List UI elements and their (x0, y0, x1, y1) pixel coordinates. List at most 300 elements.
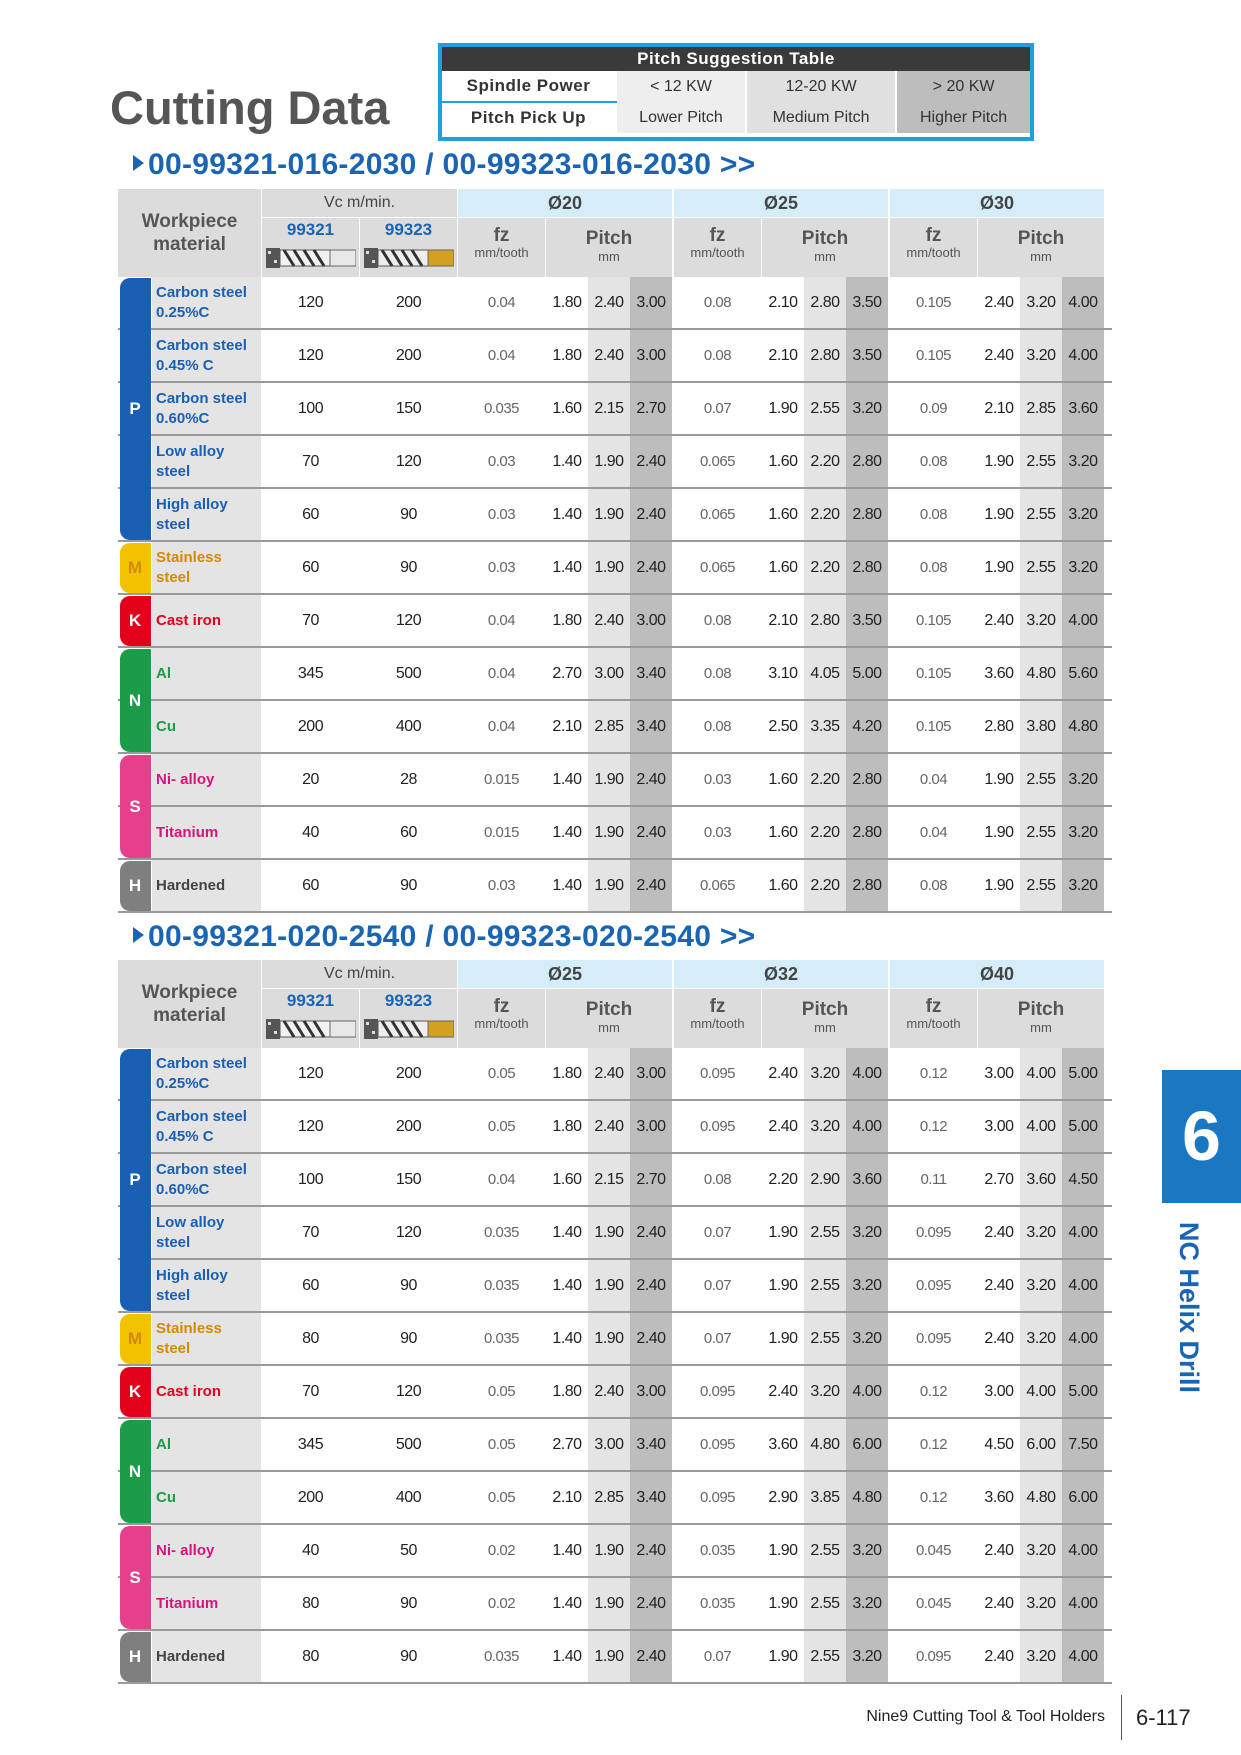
pitch-higher-value: 2.40 (630, 807, 672, 858)
group-bar (148, 596, 151, 646)
pitch-medium-value: 3.20 (1020, 277, 1062, 328)
spindle-power-label: Spindle Power (442, 71, 616, 102)
pitch-medium-value: 2.85 (588, 701, 630, 752)
material-name (152, 1048, 261, 1099)
table-row (118, 807, 1112, 860)
material-line: Low alloy (156, 442, 225, 460)
pitch-medium-value: 3.20 (1020, 1578, 1062, 1629)
pitch-lower-value: 2.70 (978, 1154, 1020, 1205)
fz-header (890, 989, 977, 1048)
pitch-higher-value: 3.20 (846, 1260, 888, 1311)
pitch-higher-value: 2.40 (630, 1313, 672, 1364)
vc-value-99323: 120 (395, 1224, 422, 1241)
pitch-medium-value: 3.80 (1020, 701, 1062, 752)
pitch-medium-value: 2.40 (588, 330, 630, 381)
pitch-lower-value: 1.60 (762, 807, 804, 858)
pitch-higher-value: 2.80 (846, 436, 888, 487)
pitch-medium-value: 3.60 (1020, 1154, 1062, 1205)
pitch-higher-value: 3.20 (1062, 860, 1104, 911)
material-text (156, 876, 225, 896)
tool-code: 99323 (384, 991, 433, 1010)
fz-value: 0.035 (483, 1277, 520, 1294)
pitch-higher-value: 2.80 (846, 542, 888, 593)
pitch-medium-value: 6.00 (1020, 1419, 1062, 1470)
pitch-label: Pitch (801, 228, 849, 249)
pitch-medium-value: 2.55 (804, 1313, 846, 1364)
pitch-higher-value: 2.40 (630, 542, 672, 593)
material-group-badge: S (120, 1526, 150, 1629)
pitch-lower-value: 1.90 (978, 860, 1020, 911)
pitch-lower-value: 1.40 (546, 542, 588, 593)
material-line: steel (156, 1233, 191, 1251)
material-line: Cu (156, 717, 176, 735)
table-row (118, 1260, 1112, 1313)
page-title: Cutting Data (110, 81, 390, 134)
pitch-lower-value: 1.40 (546, 489, 588, 540)
material-text (156, 1160, 247, 1200)
material-name (152, 648, 261, 699)
pitch-lower-value: 2.40 (978, 1313, 1020, 1364)
material-line: Titanium (156, 823, 219, 841)
pitch-medium-value: 1.90 (588, 1260, 630, 1311)
pitch-higher-value: 3.20 (1062, 807, 1104, 858)
pitch-higher-value: 3.20 (846, 1207, 888, 1258)
pitch-medium-value: 3.20 (1020, 330, 1062, 381)
pitch-lower-value: 1.40 (546, 436, 588, 487)
vc-value-99321: 40 (302, 824, 319, 841)
material-line: 0.60%C (156, 1180, 210, 1198)
material-group-badge: M (120, 1314, 150, 1364)
workpiece-material-header (118, 960, 261, 1048)
fz-value: 0.02 (487, 1542, 516, 1559)
pitch-lower-value: 1.90 (762, 1260, 804, 1311)
fz-value: 0.105 (915, 665, 952, 682)
material-name (152, 436, 261, 487)
vc-value-99321: 100 (297, 400, 324, 417)
fz-value: 0.035 (699, 1542, 736, 1559)
fz-value: 0.07 (703, 1224, 732, 1241)
pitch-medium-value: 2.40 (588, 277, 630, 328)
pitch-higher-value: 2.80 (846, 860, 888, 911)
pitch-medium-value: 2.55 (1020, 807, 1062, 858)
pitch-higher-value: 2.40 (630, 1260, 672, 1311)
table-row (118, 542, 1112, 595)
pitch-medium-value: 4.00 (1020, 1101, 1062, 1152)
material-line: Carbon steel (156, 1107, 247, 1125)
table-row (118, 1578, 1112, 1631)
pitch-lower-value: 2.50 (762, 701, 804, 752)
fz-label: fz (493, 225, 510, 246)
vc-value-99321: 70 (302, 612, 319, 629)
pitch-lower-value: 1.40 (546, 754, 588, 805)
pitch-lower-value: 1.80 (546, 277, 588, 328)
fz-value: 0.105 (915, 612, 952, 629)
table-header (118, 189, 1112, 277)
pitch-lower-value: 3.60 (978, 648, 1020, 699)
vc-value-99321: 100 (297, 1171, 324, 1188)
material-name (152, 1419, 261, 1470)
pitch-higher-value: 3.20 (846, 1631, 888, 1682)
pitch-medium-value: 4.05 (804, 648, 846, 699)
pitch-lower-value: 1.90 (762, 1631, 804, 1682)
fz-value: 0.095 (915, 1330, 952, 1347)
vc-value-99321: 120 (297, 1118, 324, 1135)
pitch-higher-value: 5.00 (1062, 1101, 1104, 1152)
fz-header (890, 218, 977, 277)
material-text (156, 1054, 247, 1094)
material-line: High alloy (156, 495, 228, 513)
table-row (118, 1472, 1112, 1525)
tool-code: 99323 (384, 220, 433, 239)
pitch-higher-value: 5.00 (846, 648, 888, 699)
fz-value: 0.03 (703, 824, 732, 841)
pitch-higher-value: 4.00 (1062, 1578, 1104, 1629)
table-row (118, 701, 1112, 754)
material-name (152, 860, 261, 911)
fz-value: 0.035 (483, 1224, 520, 1241)
fz-value: 0.095 (699, 1436, 736, 1453)
group-bar (148, 278, 151, 540)
pitch-medium-value: 1.90 (588, 1631, 630, 1682)
pitch-higher-value: 3.40 (630, 1419, 672, 1470)
pitch-lower-value: 1.60 (762, 489, 804, 540)
fz-value: 0.065 (699, 559, 736, 576)
material-text (156, 548, 222, 588)
group-bar (148, 1526, 151, 1629)
vc-value-99321: 200 (297, 718, 324, 735)
pitch-lower-value: 1.60 (762, 542, 804, 593)
vc-value-99321: 345 (297, 665, 324, 682)
material-line: Carbon steel (156, 283, 247, 301)
fz-value: 0.095 (915, 1648, 952, 1665)
pitch-medium-value: 1.90 (588, 542, 630, 593)
vc-value-99321: 70 (302, 1224, 319, 1241)
vc-value-99323: 200 (395, 1065, 422, 1082)
fz-value: 0.08 (703, 612, 732, 629)
material-group-badge: P (120, 278, 150, 540)
vc-header: Vc m/min. (262, 189, 457, 217)
fz-unit: mm/tooth (690, 1016, 745, 1031)
pitch-medium-value: 2.80 (804, 330, 846, 381)
arrow-right-icon (133, 927, 144, 943)
vc-value-99323: 90 (400, 506, 417, 523)
pitch-medium-value: 2.55 (1020, 436, 1062, 487)
vc-value-99321: 120 (297, 1065, 324, 1082)
material-text (156, 1435, 171, 1455)
vc-value-99323: 90 (400, 877, 417, 894)
vc-value-99323: 500 (395, 665, 422, 682)
material-line: 0.60%C (156, 409, 210, 427)
table-row (118, 383, 1112, 436)
vc-value-99323: 90 (400, 1330, 417, 1347)
material-name (152, 595, 261, 646)
pitch-unit: mm (1030, 249, 1052, 264)
pitch-higher-value: 2.80 (846, 489, 888, 540)
pitch-higher-value: 2.80 (846, 807, 888, 858)
pitch-lower-value: 2.40 (978, 1207, 1020, 1258)
pitch-medium-value: 2.55 (1020, 489, 1062, 540)
vc-value-99323: 90 (400, 559, 417, 576)
table-row (118, 330, 1112, 383)
pitch-medium-value: 2.40 (588, 1366, 630, 1417)
vc-value-99323: 200 (395, 294, 422, 311)
vc-value-99321: 345 (297, 1436, 324, 1453)
material-name (152, 1631, 261, 1682)
fz-header (674, 989, 761, 1048)
table-row (118, 1154, 1112, 1207)
vc-value-99323: 50 (400, 1542, 417, 1559)
vc-value-99323: 150 (395, 400, 422, 417)
pitch-table-title: Pitch Suggestion Table (442, 47, 1030, 71)
fz-value: 0.12 (919, 1489, 948, 1506)
pitch-lower-value: 1.80 (546, 595, 588, 646)
pitch-higher-value: 3.60 (846, 1154, 888, 1205)
pitch-lower-value: 1.80 (546, 1366, 588, 1417)
material-group-badge: K (120, 596, 150, 646)
pitch-medium-value: 3.20 (804, 1101, 846, 1152)
group-bar (148, 1049, 151, 1311)
vc-value-99323: 90 (400, 1595, 417, 1612)
group-bar (148, 755, 151, 858)
material-text (156, 1319, 222, 1359)
pitch-higher-value: 4.80 (1062, 701, 1104, 752)
pitch-medium-value: 3.20 (1020, 1525, 1062, 1576)
tool-tool-a (262, 218, 359, 277)
fz-label: fz (493, 996, 510, 1017)
pitch-higher-value: 4.00 (846, 1366, 888, 1417)
pitch-medium-value: 2.15 (588, 1154, 630, 1205)
material-line: High alloy (156, 1266, 228, 1284)
power-high: > 20 KW (896, 71, 1030, 102)
pitch-lower-value: 1.60 (546, 383, 588, 434)
fz-value: 0.095 (699, 1118, 736, 1135)
pitch-higher-value: 2.40 (630, 1207, 672, 1258)
drill-image (266, 1015, 356, 1043)
pitch-lower-value: 3.60 (762, 1419, 804, 1470)
table-row (118, 277, 1112, 330)
pitch-lower-value: 1.40 (546, 860, 588, 911)
material-line: Al (156, 1435, 171, 1453)
pitch-suggestion-table (438, 43, 1034, 141)
vc-value-99321: 80 (302, 1595, 319, 1612)
fz-value: 0.04 (919, 824, 948, 841)
fz-value: 0.04 (487, 665, 516, 682)
material-text (156, 1213, 224, 1253)
pitch-higher-value: 3.50 (846, 277, 888, 328)
pitch-header (762, 989, 888, 1048)
pitch-higher-value: 3.00 (630, 1048, 672, 1099)
vc-value-99321: 60 (302, 877, 319, 894)
workpiece-label: Workpiece (141, 211, 238, 232)
tool-tool-a (262, 989, 359, 1048)
group-bar (148, 1314, 151, 1364)
fz-value: 0.065 (699, 453, 736, 470)
fz-value: 0.065 (699, 877, 736, 894)
fz-value: 0.08 (919, 559, 948, 576)
tool-code: 99321 (286, 220, 335, 239)
pitch-higher-value: 2.70 (630, 383, 672, 434)
material-line: Low alloy (156, 1213, 225, 1231)
pitch-lower-value: 4.50 (978, 1419, 1020, 1470)
table-row (118, 1631, 1112, 1684)
pitch-label: Pitch (1017, 999, 1065, 1020)
material-group-badge: H (120, 1632, 150, 1682)
pitch-lower-value: 1.90 (978, 542, 1020, 593)
pitch-medium-value: 2.55 (804, 383, 846, 434)
pitch-lower-value: 2.40 (978, 1578, 1020, 1629)
pitch-medium-value: 1.90 (588, 807, 630, 858)
pitch-lower-value: 1.40 (546, 1313, 588, 1364)
material-group-badge: N (120, 1420, 150, 1523)
vc-value-99321: 60 (302, 1277, 319, 1294)
material-name (152, 1472, 261, 1523)
pitch-lower-value: 1.40 (546, 1525, 588, 1576)
vc-value-99323: 200 (395, 347, 422, 364)
pitch-lower-value: 1.40 (546, 1260, 588, 1311)
fz-value: 0.035 (483, 1648, 520, 1665)
material-line: Carbon steel (156, 389, 247, 407)
pitch-medium-value: 2.55 (804, 1631, 846, 1682)
material-group-badge: N (120, 649, 150, 752)
pitch-lower-value: 1.90 (978, 489, 1020, 540)
fz-value: 0.08 (703, 1171, 732, 1188)
pitch-medium-value: 2.55 (1020, 860, 1062, 911)
fz-label: fz (709, 996, 726, 1017)
pitch-medium-value: 2.20 (804, 436, 846, 487)
pitch-higher-value: 3.20 (846, 1578, 888, 1629)
fz-unit: mm/tooth (690, 245, 745, 260)
pitch-lower-value: 1.80 (546, 330, 588, 381)
material-name (152, 1207, 261, 1258)
pitch-medium-value: 2.80 (804, 595, 846, 646)
pitch-higher-value: 4.00 (1062, 1631, 1104, 1682)
fz-value: 0.04 (487, 718, 516, 735)
table-row (118, 1419, 1112, 1472)
pitch-lower-value: 3.00 (978, 1366, 1020, 1417)
pitch-higher-value: 2.40 (630, 1578, 672, 1629)
fz-value: 0.03 (487, 877, 516, 894)
group-bar (148, 1367, 151, 1417)
material-name (152, 330, 261, 381)
material-name (152, 277, 261, 328)
pitch-higher-value: 2.40 (630, 754, 672, 805)
fz-value: 0.095 (699, 1065, 736, 1082)
fz-value: 0.04 (919, 771, 948, 788)
pitch-medium-value: 1.90 (588, 754, 630, 805)
pitch-lower-value: 1.90 (762, 1525, 804, 1576)
pitch-higher-value: 3.20 (1062, 436, 1104, 487)
pitch-medium-value: 4.80 (804, 1419, 846, 1470)
fz-value: 0.015 (483, 771, 520, 788)
pitch-higher-value: 3.00 (630, 595, 672, 646)
pitch-lower-value: 1.60 (546, 1154, 588, 1205)
material-group-badge: P (120, 1049, 150, 1311)
pitch-lower-value: 2.10 (762, 595, 804, 646)
tool-code: 99321 (286, 991, 335, 1010)
fz-value: 0.04 (487, 1171, 516, 1188)
fz-value: 0.095 (699, 1489, 736, 1506)
pitch-header (978, 218, 1104, 277)
footer-company: Nine9 Cutting Tool & Tool Holders (866, 1708, 1105, 1725)
pitch-medium-value: 3.20 (804, 1048, 846, 1099)
group-bar (148, 861, 151, 911)
pitch-lower-value: 2.40 (762, 1366, 804, 1417)
fz-value: 0.07 (703, 1648, 732, 1665)
pitch-medium-value: 2.20 (804, 860, 846, 911)
material-name (152, 1154, 261, 1205)
table-header (118, 960, 1112, 1048)
pitch-medium-value: 3.20 (1020, 1260, 1062, 1311)
pitch-higher-value: 3.50 (846, 330, 888, 381)
chapter-number-tab[interactable]: 6 (1162, 1070, 1241, 1203)
power-low: < 12 KW (616, 71, 746, 102)
pitch-medium-value: 4.80 (1020, 648, 1062, 699)
material-name (152, 1525, 261, 1576)
vc-value-99323: 120 (395, 1383, 422, 1400)
diameter-header: Ø25 (458, 960, 672, 988)
pitch-label: Pitch (585, 999, 633, 1020)
vc-header: Vc m/min. (262, 960, 457, 988)
fz-value: 0.08 (703, 294, 732, 311)
pitch-higher: Higher Pitch (896, 102, 1030, 133)
diameter-header: Ø40 (890, 960, 1104, 988)
pitch-lower-value: 2.40 (978, 277, 1020, 328)
material-line: 0.45% C (156, 1127, 214, 1145)
pitch-medium: Medium Pitch (746, 102, 896, 133)
fz-value: 0.11 (920, 1171, 947, 1188)
fz-value: 0.08 (919, 453, 948, 470)
fz-value: 0.05 (487, 1436, 516, 1453)
material-text (156, 495, 228, 535)
fz-value: 0.02 (487, 1595, 516, 1612)
vc-value-99323: 400 (395, 718, 422, 735)
material-name (152, 1260, 261, 1311)
pitch-lower-value: 2.40 (978, 1631, 1020, 1682)
pitch-medium-value: 2.40 (588, 595, 630, 646)
fz-value: 0.05 (487, 1383, 516, 1400)
material-group-badge: M (120, 543, 150, 593)
fz-value: 0.105 (915, 718, 952, 735)
chapter-label-text: NC Helix Drill (1174, 1222, 1204, 1394)
table-row (118, 860, 1112, 913)
vc-value-99321: 60 (302, 559, 319, 576)
pitch-medium-value: 1.90 (588, 860, 630, 911)
fz-value: 0.095 (915, 1224, 952, 1241)
material-line: Carbon steel (156, 336, 247, 354)
pitch-header (546, 989, 672, 1048)
material-line: steel (156, 1286, 191, 1304)
vc-value-99321: 70 (302, 1383, 319, 1400)
fz-value: 0.035 (483, 400, 520, 417)
pitch-medium-value: 1.90 (588, 1525, 630, 1576)
cutting-data-table-2 (118, 960, 1112, 1666)
pitch-higher-value: 4.00 (1062, 330, 1104, 381)
table-row (118, 489, 1112, 542)
pitch-higher-value: 3.20 (846, 1525, 888, 1576)
fz-value: 0.045 (915, 1595, 952, 1612)
pitch-lower-value: 2.70 (546, 1419, 588, 1470)
table-row (118, 1525, 1112, 1578)
pitch-medium-value: 3.35 (804, 701, 846, 752)
chapter-label (1170, 1222, 1210, 1394)
pitch-higher-value: 4.00 (1062, 277, 1104, 328)
pitch-lower-value: 1.40 (546, 807, 588, 858)
pitch-medium-value: 3.20 (1020, 1631, 1062, 1682)
material-line: Stainless (156, 548, 222, 566)
fz-value: 0.045 (915, 1542, 952, 1559)
material-text (156, 1107, 247, 1147)
material-text (156, 1488, 176, 1508)
